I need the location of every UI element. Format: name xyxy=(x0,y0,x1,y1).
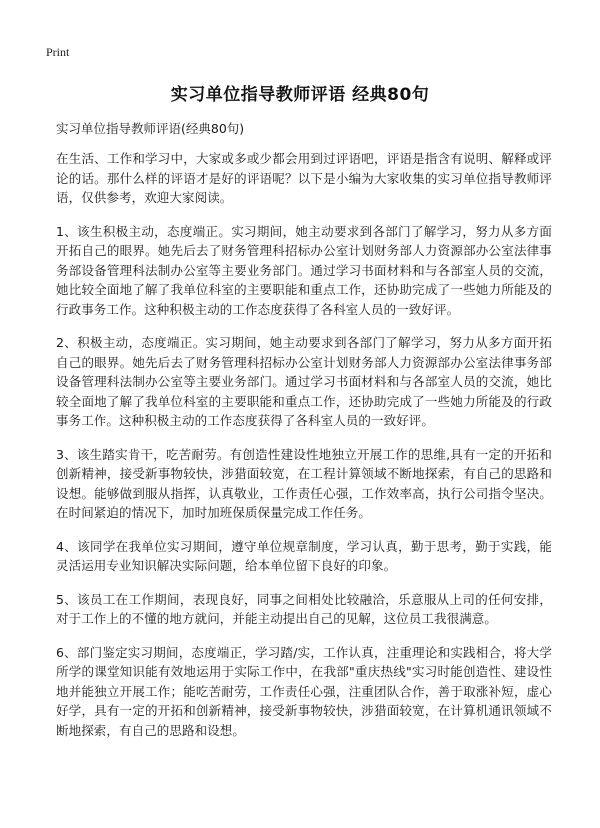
paragraph-intro: 在生活、工作和学习中，大家或多或少都会用到过评语吧，评语是指含有说明、解释或评论的话。那什么样的评语才是好的评语呢？以下是小编为大家收集的实习单位指导教师评语，仅供参考，欢迎大家阅读。 xyxy=(56,151,552,205)
page-title: 实习单位指导教师评语 经典80句 xyxy=(170,85,430,105)
document-body xyxy=(56,149,552,754)
paragraph-3: 3、该生踏实肯干，吃苦耐劳。有创造性建设性地独立开展工作的思维,具有一定的开拓和创新精神，接受新事物较快，涉猎面较宽，在工程计算领域不断地探索，有自己的思路和设想。能够做到服从指挥，认真敬业，工作责任心强，工作效率高，执行公司指令坚决。在时间紧迫的情况下，加时加班保质保量完成工作任务。 xyxy=(56,446,552,520)
paragraph-4: 4、该同学在我单位实习期间，遵守单位规章制度，学习认真，勤于思考，勤于实践，能灵活运用专业知识解决实际问题，给本单位留下良好的印象。 xyxy=(56,538,552,573)
print-link[interactable]: Print xyxy=(46,45,70,59)
document-subtitle: 实习单位指导教师评语(经典80句) xyxy=(56,121,245,136)
paragraph-5: 5、该员工在工作期间，表现良好，同事之间相处比较融洽，乐意服从上司的任何安排，对于工作上的不懂的地方就问，并能主动提出自己的见解，这位员工我很满意。 xyxy=(56,591,552,626)
paragraph-6: 6、部门鉴定实习期间，态度端正，学习踏/实，工作认真，注重理论和实践相合，将大学所学的课堂知识能有效地运用于实际工作中，在我部"重庆热线"实习时能创造性、建设性地并能独立开展工作；能吃苦耐劳，工作责任心强，注重团队合作，善于取涨补短，虚心好学，具有一定的开拓和创新精神，接受新事物较快，涉猎面较宽，在计算机通讯领域不断地探索，有自己的思路和设想。 xyxy=(56,644,552,738)
paragraph-2: 2、积极主动，态度端正。实习期间，她主动要求到各部门了解学习，努力从多方面开拓自己的眼界。她先后去了财务管理科招标办公室计划财务部人力资源部办公室法律事务部设备管理科法制办公室等主要业务部门。通过学习书面材料和与各部室人员的交流，她比较全面地了解了我单位科室的主要职能和重点工作，还协助完成了一些她力所能及的行政事务工作。这种积极主动的工作态度获得了各科室人员的一致好评。 xyxy=(56,335,552,428)
paragraph-1: 1、该生积极主动，态度端正。实习期间，她主动要求到各部门了解学习，努力从多方面开拓自己的眼界。她先后去了财务管理科招标办公室计划财务部人力资源部办公室法律事务部设备管理科法制办公室等主要业务部门。通过学习书面材料和与各部室人员的交流，她比较全面地了解了我单位科室的主要职能和重点工作，还协助完成了一些她力所能及的行政事务工作。这种积极主动的工作态度获得了各科室人员的一致好评。 xyxy=(56,223,552,317)
